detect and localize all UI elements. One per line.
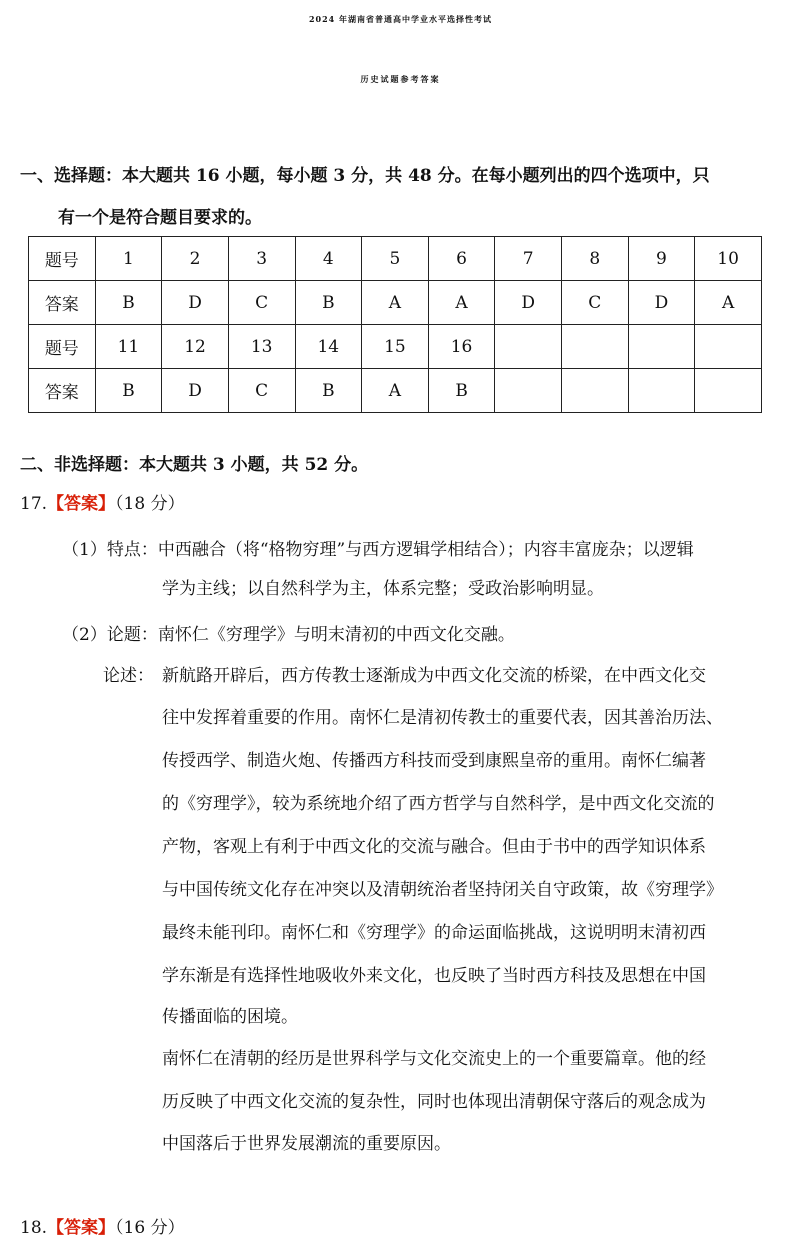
question-number: 18. — [20, 1218, 48, 1238]
question-number: 2 — [162, 237, 229, 281]
answer-cell: B — [295, 281, 362, 325]
answer-cell: B — [95, 281, 162, 325]
q17-paragraph1-line: 新航路开辟后，西方传教士逐渐成为中西文化交流的桥梁，在中西文化交 — [162, 666, 706, 686]
answer-cell: A — [362, 281, 429, 325]
question-number: 1 — [95, 237, 162, 281]
question-17-header — [20, 489, 185, 514]
row-label: 答案 — [29, 281, 96, 325]
table-row — [29, 325, 762, 369]
table-row — [29, 369, 762, 413]
question-points: （18 分） — [115, 494, 185, 514]
question-number: 8 — [562, 237, 629, 281]
empty-cell — [562, 325, 629, 369]
question-number: 12 — [162, 325, 229, 369]
answer-cell: D — [162, 369, 229, 413]
answer-cell: D — [162, 281, 229, 325]
answer-cell: B — [428, 369, 495, 413]
question-number: 14 — [295, 325, 362, 369]
q17-paragraph2-line: 中国落后于世界发展潮流的重要原因。 — [162, 1134, 451, 1154]
table-row — [29, 281, 762, 325]
question-number: 9 — [628, 237, 695, 281]
answer-cell: D — [628, 281, 695, 325]
answer-cell: C — [228, 281, 295, 325]
question-number: 4 — [295, 237, 362, 281]
q17-paragraph1-line: 与中国传统文化存在冲突以及清朝统治者坚持闭关自守政策，故《穷理学》 — [162, 880, 723, 900]
q17-paragraph2-line: 历反映了中西文化交流的复杂性，同时也体现出清朝保守落后的观念成为 — [162, 1092, 706, 1112]
q17-paragraph1-line: 传授西学、制造火炮、传播西方科技而受到康熙皇帝的重用。南怀仁编著 — [162, 751, 706, 771]
question-number: 5 — [362, 237, 429, 281]
question-18-header — [20, 1213, 185, 1238]
q17-paragraph1-line: 往中发挥着重要的作用。南怀仁是清初传教士的重要代表，因其善治历法、 — [162, 708, 723, 728]
row-label: 答案 — [29, 369, 96, 413]
question-number: 6 — [428, 237, 495, 281]
question-number: 15 — [362, 325, 429, 369]
q17-paragraph1-line: 的《穷理学》，较为系统地介绍了西方哲学与自然科学，是中西文化交流的 — [162, 794, 715, 814]
empty-cell — [495, 369, 562, 413]
q17-paragraph2-line: 南怀仁在清朝的经历是世界科学与文化交流史上的一个重要篇章。他的经 — [162, 1049, 706, 1069]
q17-paragraph1-line: 最终未能刊印。南怀仁和《穷理学》的命运面临挑战，这说明明末清初西 — [162, 923, 706, 943]
empty-cell — [695, 369, 762, 413]
empty-cell — [628, 325, 695, 369]
answer-tag: 【答案】 — [47, 1218, 116, 1238]
question-number: 7 — [495, 237, 562, 281]
answer-cell: B — [295, 369, 362, 413]
exam-title: 2024 年湖南省普通高中学业水平选择性考试 — [308, 14, 493, 24]
answer-cell: A — [695, 281, 762, 325]
q17-part1-line: （1）特点：中西融合（将“格物穷理”与西方逻辑学相结合）；内容丰富庞杂；以逻辑 — [62, 540, 694, 560]
answer-table — [28, 236, 762, 413]
row-label: 题号 — [29, 325, 96, 369]
question-number: 3 — [228, 237, 295, 281]
question-number: 17. — [20, 494, 48, 514]
answer-cell: C — [228, 369, 295, 413]
answer-cell: A — [428, 281, 495, 325]
answer-cell: B — [95, 369, 162, 413]
q17-paragraph1-line: 传播面临的困境。 — [162, 1007, 298, 1027]
question-number: 13 — [228, 325, 295, 369]
answer-cell: D — [495, 281, 562, 325]
answer-cell: A — [362, 369, 429, 413]
row-label: 题号 — [29, 237, 96, 281]
empty-cell — [562, 369, 629, 413]
empty-cell — [695, 325, 762, 369]
table-row — [29, 237, 762, 281]
section1-heading-line1: 一、选择题：本大题共 16 小题，每小题 3 分，共 48 分。在每小题列出的四个选项中，只 — [20, 166, 710, 186]
empty-cell — [628, 369, 695, 413]
section2-heading: 二、非选择题：本大题共 3 小题，共 52 分。 — [20, 455, 369, 475]
q17-part2-topic: （2）论题：南怀仁《穷理学》与明末清初的中西文化交融。 — [62, 625, 515, 645]
question-number: 10 — [695, 237, 762, 281]
empty-cell — [495, 325, 562, 369]
q17-paragraph1-line: 学东渐是有选择性地吸收外来文化，也反映了当时西方科技及思想在中国 — [162, 966, 706, 986]
q17-paragraph1-line: 产物，客观上有利于中西文化的交流与融合。但由于书中的西学知识体系 — [162, 837, 706, 857]
q17-part1-line: 学为主线；以自然科学为主，体系完整；受政治影响明显。 — [162, 579, 604, 599]
answer-cell: C — [562, 281, 629, 325]
question-points: （16 分） — [115, 1218, 185, 1238]
section1-heading-line2: 有一个是符合题目要求的。 — [58, 208, 262, 228]
document-title: 历史试题参考答案 — [360, 74, 441, 84]
answer-tag: 【答案】 — [47, 494, 116, 514]
q17-argument-label: 论述： — [103, 666, 154, 686]
question-number: 16 — [428, 325, 495, 369]
question-number: 11 — [95, 325, 162, 369]
